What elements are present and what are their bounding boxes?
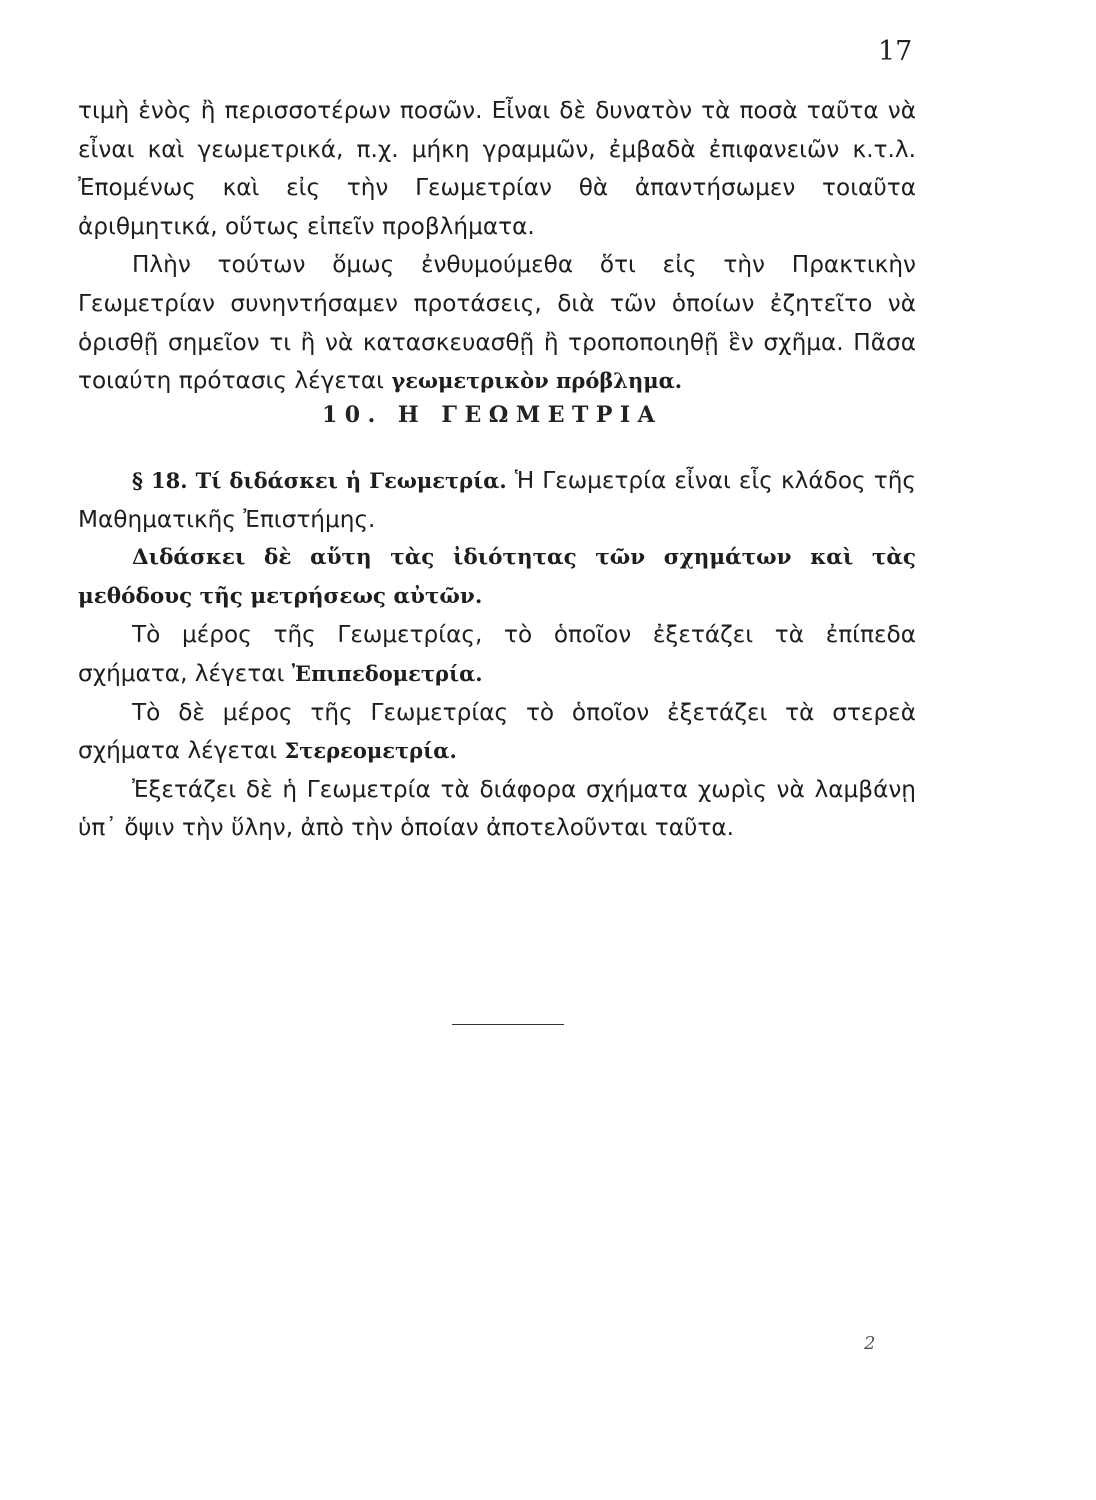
paragraph-geometric-problem (78, 246, 916, 400)
paragraph-text: Πλὴν τούτων ὅμως ἐνθυμούμεθα ὅτι εἰς τὴν Πρακτικὴν Γεωμετρίαν συνηντήσαμεν προτάσεις, διὰ τῶν ὁποίων ἐζητεῖτο νὰ ὁρισθῇ σημεῖον τι ἢ νὰ κατασκευασθῇ ἢ τροποποιηθῇ ἓν σχῆμα. Πᾶσα τοιαύτη πρότασις λέγεται (78, 251, 916, 395)
closing-paragraph: Ἐξετάζει δὲ ἡ Γεωμετρία τὰ διάφορα σχήματα χωρὶς νὰ λαμβάνῃ ὑπ᾿ ὄψιν τὴν ὕλην, ἀπὸ τὴν ὁποίαν ἀποτελοῦνται ταῦτα. (78, 775, 916, 842)
paragraph-arithmetic-problems: τιμὴ ἑνὸς ἢ περισσοτέρων ποσῶν. Εἶναι δὲ δυνατὸν τὰ ποσὰ ταῦτα νὰ εἶναι καὶ γεωμετρικά, π.χ. μήκη γραμμῶν, ἐμβαδὰ ἐπιφανειῶν κ.τ.λ. Ἐπομένως καὶ εἰς τὴν Γεωμετρίαν θὰ ἀπαντήσωμεν τοιαῦτα ἀριθμητικά, οὕτως εἰπεῖν προβλήματα. (78, 97, 916, 240)
solid-text: Τὸ δὲ μέρος τῆς Γεωμετρίας τὸ ὁποῖον ἐξετάζει τὰ στερεὰ σχήματα λέγεται (78, 698, 916, 765)
end-rule (452, 1024, 564, 1025)
subsection-paragraph (78, 462, 916, 539)
definition-paragraph: Διδάσκει δὲ αὕτη τὰς ἰδιότητας τῶν σχημάτων καὶ τὰς μεθόδους τῆς μετρήσεως αὐτῶν. (78, 545, 916, 609)
plane-geometry-paragraph (78, 616, 916, 693)
subsection-text: Ἡ Γεωμετρία εἶναι εἷς κλάδος τῆς Μαθηματικῆς Ἐπιστήμης. (78, 467, 916, 533)
plane-text: Τὸ μέρος τῆς Γεωμετρίας, τὸ ὁποῖον ἐξετάζει τὰ ἐπίπεδα σχήματα, λέγεται (78, 621, 916, 687)
term-plane-geometry: Ἐπιπεδομετρία. (291, 660, 483, 686)
section-body (78, 462, 916, 848)
signature-mark: 2 (864, 1333, 876, 1354)
subsection-label: § 18. Τί διδάσκει ἡ Γεωμετρία. (132, 468, 507, 493)
term-solid-geometry: Στερεομετρία. (284, 738, 457, 764)
solid-geometry-paragraph (78, 694, 916, 771)
term-geometric-problem: γεωμετρικὸν πρόβλημα. (391, 368, 683, 394)
section-heading: 10. Η ΓΕΩΜΕΤΡΙΑ (322, 402, 663, 428)
intro-block (78, 92, 916, 401)
page-number: 17 (878, 36, 913, 67)
